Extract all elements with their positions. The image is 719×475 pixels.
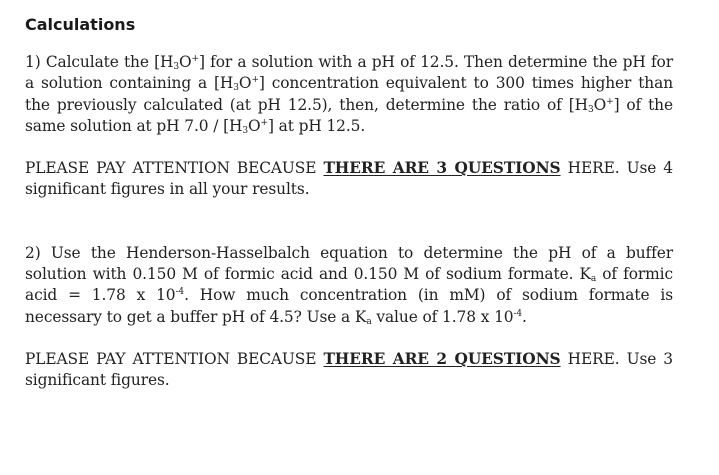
attention-note-2 (25, 349, 673, 392)
superscript: + (260, 117, 268, 128)
question-1-text: ] of the same solution at pH 7.0 / [H (25, 95, 673, 135)
superscript: -4 (175, 287, 185, 298)
question-2-text: value of 1.78 x 10 (371, 307, 514, 326)
question-2-text: . How much concentration (in mM) of sodium formate is necessary to get a buffer pH of 4.5? Use a K (25, 286, 673, 326)
subscript: a (590, 274, 597, 285)
question-2-text: of formic acid = 1.78 x 10 (25, 265, 673, 305)
question-1-text: O (247, 116, 261, 135)
question-1-text: 1) Calculate the [H (25, 53, 174, 71)
question-count-emphasis: THERE ARE 2 QUESTIONS (323, 349, 561, 368)
note-text: HERE. Use 3 significant figures. (25, 349, 674, 390)
question-1-text: O (593, 95, 607, 114)
page-title: Calculations (25, 15, 136, 34)
note-text: PLEASE PAY ATTENTION BECAUSE (25, 349, 324, 368)
document-page (25, 14, 673, 392)
superscript: + (191, 54, 199, 64)
superscript: + (606, 96, 614, 107)
note-text: HERE. Use 4 significant figures in all your results. (25, 159, 674, 199)
question-1-text: ] at pH 12.5. (267, 116, 366, 135)
question-1-text: ] concentration equivalent to 300 times higher than the previously calculated (at pH 12.5), then, determine the ratio of [H (25, 74, 674, 114)
question-1-text: O (238, 74, 252, 93)
question-2 (25, 243, 673, 328)
question-2-text: . (522, 307, 527, 326)
question-count-emphasis: THERE ARE 3 QUESTIONS (323, 159, 561, 178)
question-2-text: 2) Use the Henderson-Hasselbalch equation to determine the pH of a buffer solution with 0.150 M of formic acid and 0.150 M of sodium formate. K (25, 243, 673, 284)
question-1-text: ] for a solution with a pH of 12.5. Then determine the pH for a solution containing a [H (25, 53, 673, 93)
superscript: + (251, 75, 259, 86)
question-1 (25, 52, 673, 137)
subscript: 3 (242, 125, 248, 136)
note-text: PLEASE PAY ATTENTION BECAUSE (25, 159, 324, 178)
subscript: 3 (587, 104, 594, 115)
subscript: 3 (173, 62, 179, 72)
question-1-text: O (178, 53, 192, 71)
subscript: a (366, 316, 372, 327)
superscript: -4 (513, 308, 523, 319)
subscript: 3 (233, 83, 239, 94)
attention-note-1 (25, 158, 673, 201)
